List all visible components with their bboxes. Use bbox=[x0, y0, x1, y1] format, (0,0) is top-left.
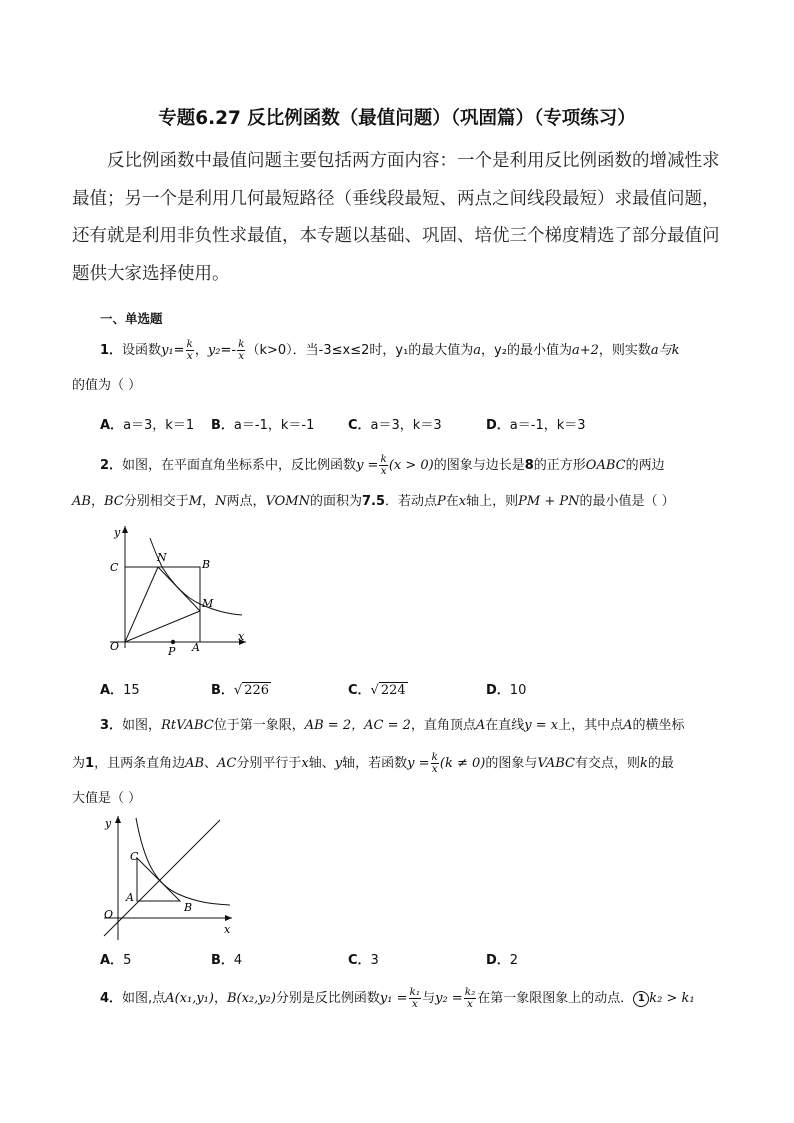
q2-option-b: B．√ 226 bbox=[211, 683, 270, 698]
q2-option-d: D．10 bbox=[486, 683, 527, 698]
label-o: O bbox=[104, 908, 114, 921]
x-axis-arrow-icon bbox=[225, 915, 232, 921]
y-axis-arrow-icon bbox=[115, 816, 121, 823]
q2-figure bbox=[100, 520, 250, 655]
label-n: N bbox=[157, 551, 167, 564]
label-x: x bbox=[224, 923, 231, 936]
question-1-line-1: 1．设函数y₁= $\frac{k}{x}$ ，y₂=- $\frac{k}{x}$ （k>0）．当-3≤x≤2时，y₁的最大值为a，y₂的最小值为a+2，则实数a与k bbox=[100, 338, 680, 362]
label-a: A bbox=[192, 641, 200, 654]
section-heading: 一、单选题 bbox=[100, 311, 163, 326]
segment-mn bbox=[158, 567, 200, 611]
label-y: y bbox=[105, 817, 112, 830]
q3-figure bbox=[98, 812, 238, 942]
fraction: $\frac{k}{x}$ bbox=[238, 338, 245, 362]
square-oabc bbox=[125, 567, 200, 642]
label-a: A bbox=[126, 891, 134, 904]
q3-option-a: A．5 bbox=[100, 953, 132, 968]
y-axis-arrow-icon bbox=[122, 526, 128, 533]
label-x: x bbox=[238, 630, 245, 643]
q3-option-b: B．4 bbox=[211, 953, 243, 968]
q2-option-c: C．√ 224 bbox=[348, 683, 406, 698]
label-y: y bbox=[114, 526, 121, 539]
label-p: P bbox=[168, 645, 176, 655]
fraction: $\frac{\text{k₁}}{x}$ bbox=[409, 986, 421, 1010]
label-c: C bbox=[110, 561, 119, 574]
question-3-line-3: 大值是（ ） bbox=[72, 791, 142, 806]
q3-option-c: C．3 bbox=[348, 953, 379, 968]
label-b: B bbox=[184, 901, 193, 914]
label-c: C bbox=[130, 850, 139, 863]
question-3-line-2: 为1，且两条直角边AB、AC分别平行于x轴、y轴，若函数y = $\frac{k}{x}$ (k ≠ 0)的图象与VABC有交点，则k的最 bbox=[72, 751, 674, 775]
q3-option-d: D．2 bbox=[486, 953, 519, 968]
intro-paragraph: 反比例函数中最值问题主要包括两方面内容：一个是利用反比例函数的增减性求最值；另一个是利用几何最短路径（垂线段最短、两点之间线段最短）求最值问题，还有就是利用非负性求最值，本专题以基础、巩固、培优三个梯度精选了部分最值问题供大家选择使用。 bbox=[72, 151, 720, 284]
triangle-abc bbox=[137, 858, 180, 901]
question-3-line-1: 3．如图，RtVABC位于第一象限，AB = 2，AC = 2，直角顶点A在直线y = x上，其中点A的横坐标 bbox=[100, 718, 685, 733]
question-4-line-1: 4．如图,点A(x₁,y₁)，B(x₂,y₂)分别是反比例函数y₁ = $\frac{\text{k₁}}{x}$ 与y₂ = $\frac{\text{k₂}}{x}$ 在第一象限图象上的动点． 1 k₂ > k₁ bbox=[100, 986, 695, 1010]
q1-option-b: B．a＝-1，k＝-1 bbox=[211, 418, 315, 433]
label-b: B bbox=[202, 558, 211, 571]
point-p bbox=[171, 640, 175, 644]
hyperbola-curve bbox=[136, 818, 230, 905]
fraction: $\frac{k}{x}$ bbox=[380, 453, 387, 477]
q1-option-d: D．a＝-1，k＝3 bbox=[486, 418, 586, 433]
question-2-line-2: AB，BC分别相交于M，N两点，VOMN的面积为7.5．若动点P在x轴上，则PM + PN的最小值是（ ） bbox=[72, 494, 675, 509]
question-2-line-1: 2．如图，在平面直角坐标系中，反比例函数y = $\frac{k}{x}$ (x > 0)的图象与边长是8的正方形OABC的两边 bbox=[100, 453, 665, 477]
fraction: $\frac{k}{x}$ bbox=[186, 338, 193, 362]
q1-option-a: A．a＝3，k＝1 bbox=[100, 418, 195, 433]
hyperbola-curve bbox=[150, 538, 242, 615]
question-1-line-2: 的值为（ ） bbox=[72, 378, 142, 393]
fraction: $\frac{\text{k₂}}{x}$ bbox=[464, 986, 476, 1010]
circled-number: 1 bbox=[633, 991, 649, 1007]
page-title: 专题6.27 反比例函数（最值问题）（巩固篇）（专项练习） bbox=[158, 108, 636, 129]
label-m: M bbox=[202, 597, 214, 610]
q2-option-a: A．15 bbox=[100, 683, 140, 698]
line-y-equals-x bbox=[104, 820, 220, 936]
fraction: $\frac{k}{x}$ bbox=[431, 751, 438, 775]
q1-option-c: C．a＝3，k＝3 bbox=[348, 418, 442, 433]
label-o: O bbox=[110, 640, 120, 653]
